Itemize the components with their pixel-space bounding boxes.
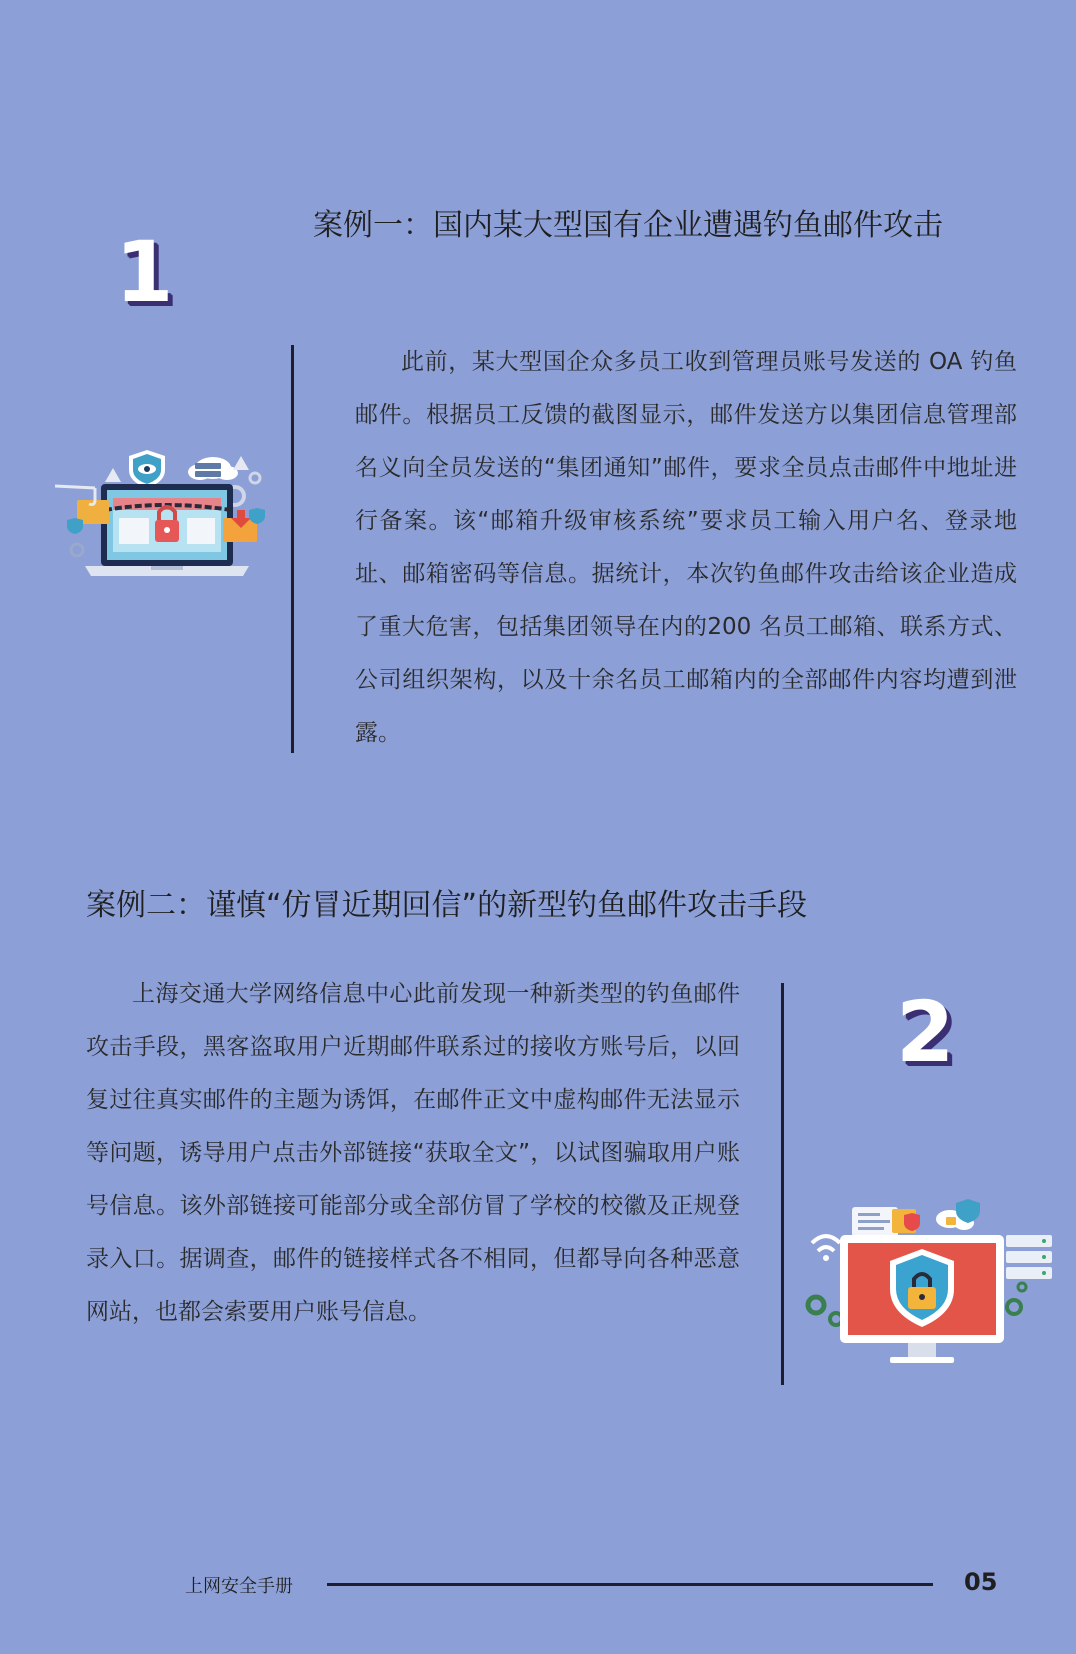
footer-divider bbox=[327, 1583, 933, 1586]
case2-title: 案例二：谨慎“仿冒近期回信”的新型钓鱼邮件攻击手段 bbox=[86, 888, 808, 923]
footer-book-title: 上网安全手册 bbox=[185, 1576, 293, 1597]
case1-body: 此前，某大型国企众多员工收到管理员账号发送的 OA 钓鱼邮件。根据员工反馈的截图显示，邮件发送方以集团信息管理部名义向全员发送的“集团通知”邮件，要求全员点击邮件中地址进行备案。该“邮箱升级审核系统”要求员工输入用户名、登录地址、邮箱密码等信息。据统计，本次钓鱼邮件攻击给该企业造成了重大危害，包括集团领导在内的200 名员工邮箱、联系方式、公司组织架构，以及十余名员工邮箱内的全部邮件内容均遭到泄露。 bbox=[355, 349, 1017, 746]
monitor-shield-icon bbox=[800, 1195, 1060, 1380]
page-number: 05 bbox=[964, 1568, 998, 1596]
laptop-lock-icon bbox=[55, 448, 285, 588]
case1-title: 案例一：国内某大型国有企业遭遇钓鱼邮件攻击 bbox=[313, 208, 943, 243]
case2-divider bbox=[781, 983, 784, 1385]
case2-number: 2 bbox=[896, 983, 955, 1081]
case2-body: 上海交通大学网络信息中心此前发现一种新类型的钓鱼邮件攻击手段，黑客盗取用户近期邮件联系过的接收方账号后，以回复过往真实邮件的主题为诱饵，在邮件正文中虚构邮件无法显示等问题，诱导用户点击外部链接“获取全文”，以试图骗取用户账号信息。该外部链接可能部分或全部仿冒了学校的校徽及正规登录入口。据调查，邮件的链接样式各不相同，但都导向各种恶意网站，也都会索要用户账号信息。 bbox=[86, 981, 740, 1325]
case1-number: 1 bbox=[115, 223, 174, 321]
case1-divider bbox=[291, 345, 294, 753]
